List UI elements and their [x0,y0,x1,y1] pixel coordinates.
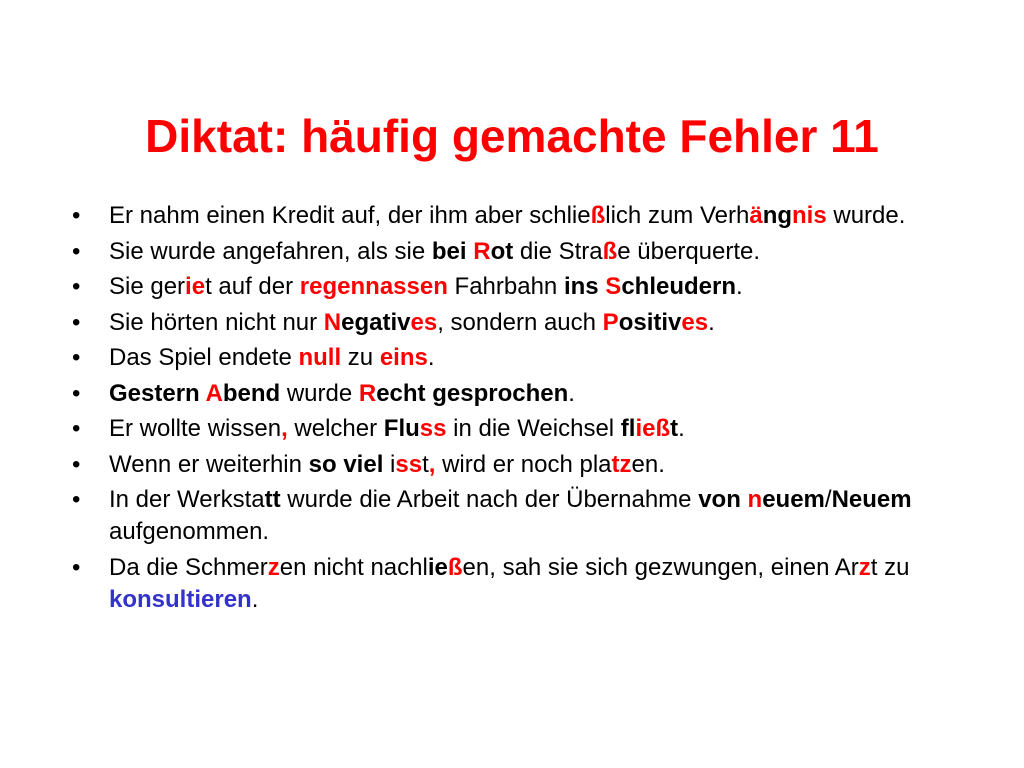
text-segment: ss [419,415,447,442]
text-segment: ß [602,237,618,265]
text-segment: wurde die Arbeit nach der Übernahme [280,486,699,513]
text-segment: i [383,450,396,478]
text-segment: ins [563,273,606,300]
text-segment: chleudern [621,273,737,300]
bullet-dot-icon: • [72,486,81,513]
bullet-item [64,236,984,268]
text-segment: wurde [280,379,359,407]
text-segment: Sie hörten nicht nur [109,308,324,336]
text-segment: wurde. [826,202,906,229]
text-segment: tt [264,486,281,513]
bullet-item [64,200,984,232]
text-segment: Sie wurde angefahren, als sie [109,237,432,265]
text-segment: . [251,585,259,613]
text-segment: null [298,344,342,371]
text-segment: nis [792,202,827,229]
text-segment: e überquerte. [617,237,761,265]
text-segment: en. [631,450,665,478]
text-segment: es [410,308,438,336]
text-segment: echt gesprochen [376,379,569,407]
text-segment: die Stra [513,237,603,265]
text-segment: tz [611,450,632,478]
bullet-list [64,200,984,619]
text-segment: z [858,553,871,581]
text-segment: Er wollte wissen [109,415,282,442]
text-segment: es [681,308,709,336]
bullet-item [64,449,984,481]
bullet-item [64,307,984,339]
text-segment: Neuem [831,486,912,513]
bullet-item [64,413,984,445]
text-segment: ieß [635,415,671,442]
text-segment: Fahrbahn [447,273,564,300]
text-segment: ie [185,273,206,300]
text-segment: Flu [383,415,420,442]
text-segment: t zu [870,553,910,581]
text-segment: , [281,415,288,442]
text-segment: t [422,450,429,478]
text-segment: regennassen [299,273,448,300]
text-segment: In der Werksta [109,486,265,513]
text-segment: so viel [308,450,384,478]
bullet-dot-icon: • [72,202,81,229]
text-segment: A [205,379,223,407]
text-segment: t [670,415,679,442]
text-segment: in die Weichsel [446,415,621,442]
text-segment: aufgenommen. [109,518,270,545]
text-segment: Das Spiel endete [109,344,299,371]
text-segment: konsultieren [109,585,252,613]
text-segment: R [473,237,491,265]
text-segment: . [427,344,435,371]
bullet-dot-icon: • [72,273,81,300]
text-segment: , [428,450,436,478]
text-segment: P [602,308,619,336]
text-segment: egativ [341,308,411,336]
text-segment: von [698,486,748,513]
text-segment: ng [762,202,793,229]
text-segment: ie [427,553,448,581]
text-segment: . [708,308,715,336]
bullet-dot-icon: • [72,553,81,581]
text-segment: en, sah sie sich gezwungen, einen Ar [462,553,859,581]
text-segment: N [323,308,342,336]
text-segment: euem [762,486,825,513]
text-segment: fl [620,415,636,442]
text-segment: z [267,553,280,581]
text-segment: . [678,415,685,442]
text-segment: . [736,273,743,300]
text-segment: ositiv [618,308,682,336]
slide-title: Diktat: häufig gemachte Fehler 11 [145,110,879,162]
text-segment: / [824,486,832,513]
bullet-item [64,271,984,303]
text-segment: Sie ger [109,273,186,300]
bullet-dot-icon: • [72,308,81,336]
text-segment: welcher [287,415,384,442]
text-segment: Er nahm einen Kredit auf, der ihm aber schlie [109,202,591,229]
bullet-item [64,484,984,548]
text-segment: Gestern [109,379,206,407]
bullet-dot-icon: • [72,379,81,407]
text-segment: ä [749,202,763,229]
bullet-item [64,378,984,410]
text-segment: ß [590,202,606,229]
bullet-item [64,552,984,616]
text-segment: n [747,486,763,513]
bullet-item [64,342,984,374]
text-segment: bei [431,237,474,265]
text-segment: en nicht nachl [279,553,428,581]
text-segment: R [358,379,377,407]
bullet-dot-icon: • [72,415,81,442]
text-segment: Da die Schmer [109,553,268,581]
text-segment: ß [447,553,463,581]
text-segment: ot [490,237,514,265]
text-segment: lich zum Verh [605,202,750,229]
text-segment: wird er noch pla [435,450,612,478]
bullet-dot-icon: • [72,344,81,371]
text-segment: eins [379,344,428,371]
text-segment: S [605,273,622,300]
text-segment: Wenn er weiterhin [109,450,309,478]
bullet-dot-icon: • [72,450,81,478]
text-segment: t auf der [205,273,300,300]
text-segment: , sondern auch [437,308,603,336]
text-segment: zu [341,344,380,371]
text-segment: . [568,379,575,407]
text-segment: ss [395,450,423,478]
text-segment: bend [222,379,281,407]
bullet-dot-icon: • [72,237,81,265]
